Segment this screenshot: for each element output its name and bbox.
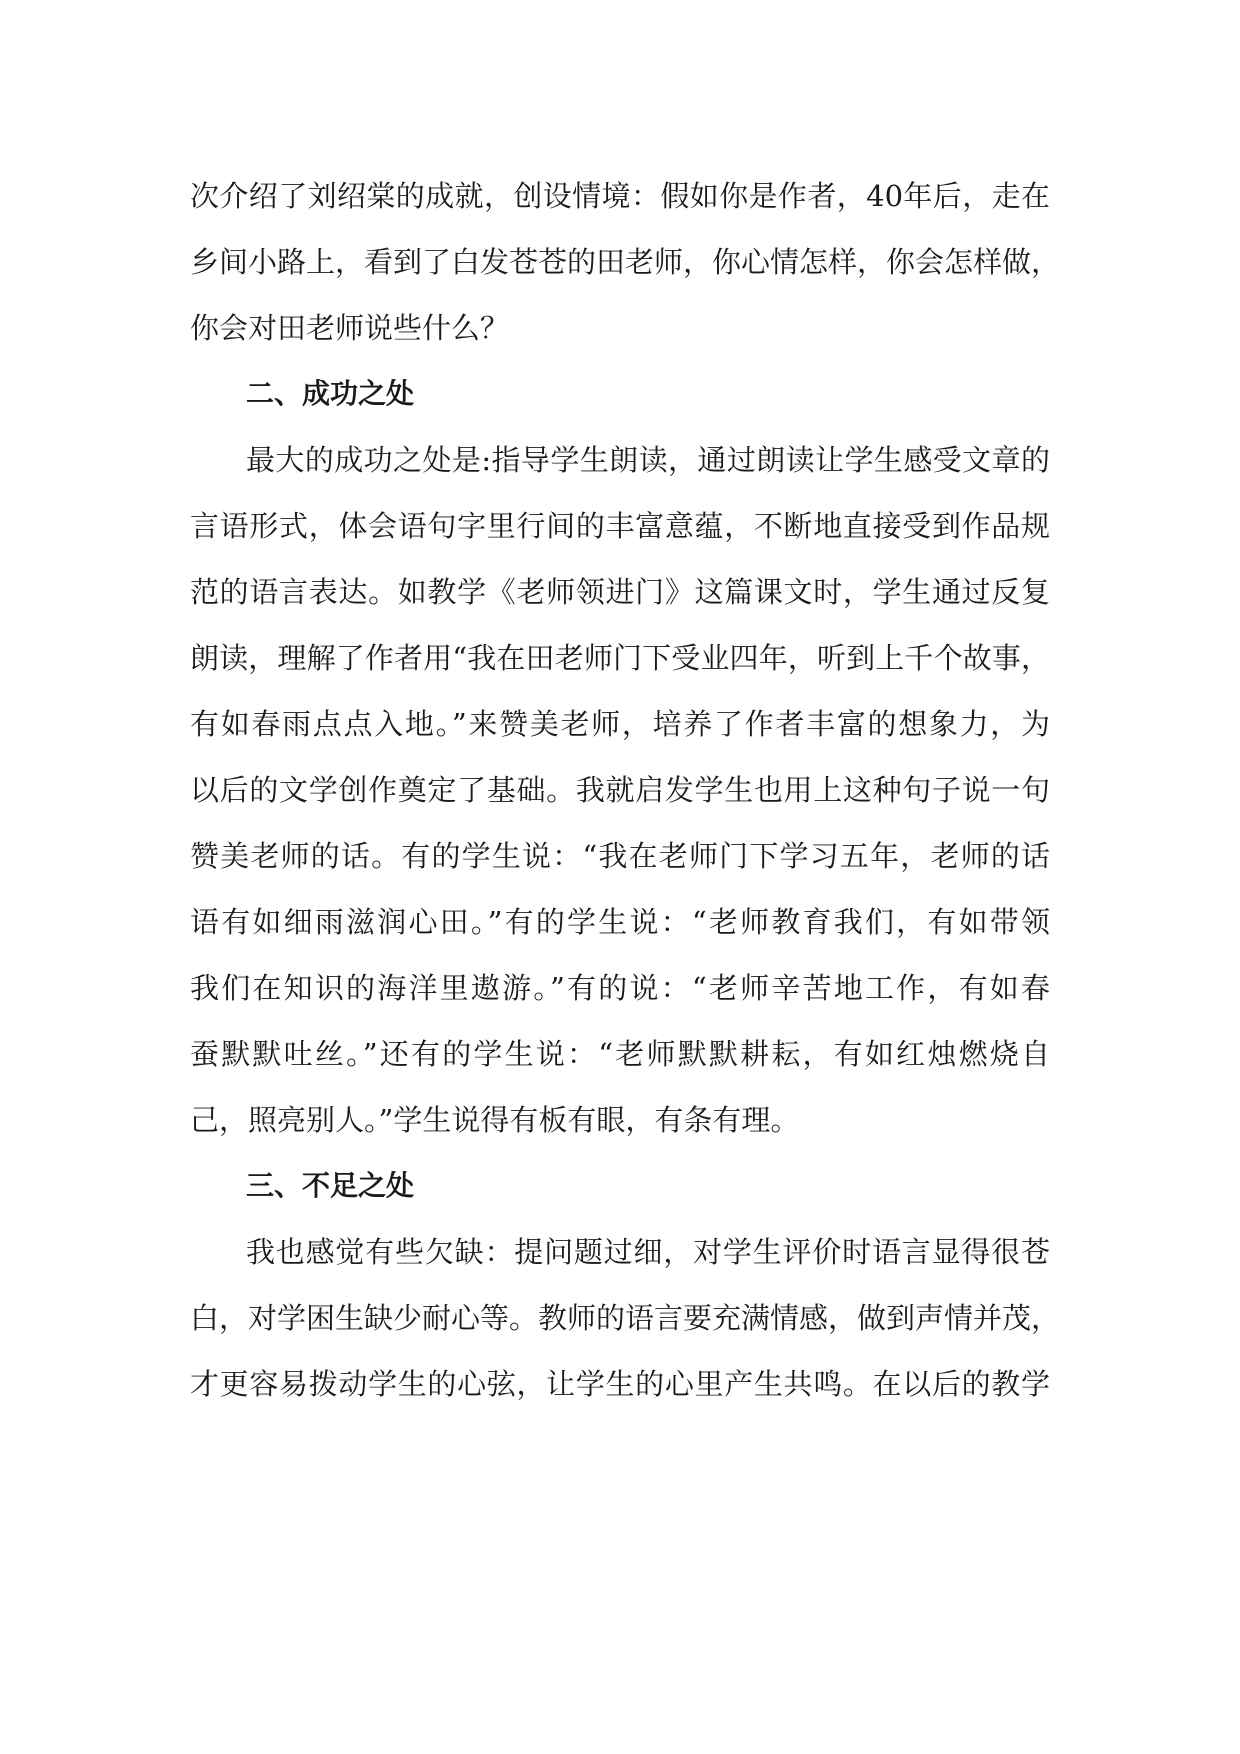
- section-heading-shortcomings: 三、不足之处: [246, 1169, 415, 1202]
- paragraph-line: 己，照亮别人。”学生说得有板有眼，有条有理。: [190, 1103, 800, 1137]
- section-heading-success: 二、成功之处: [246, 377, 415, 410]
- paragraph-line: 言语形式，体会语句字里行间的丰富意蕴，不断地直接受到作品规: [190, 509, 1050, 543]
- paragraph-line: 范的语言表达。如教学《老师领进门》这篇课文时，学生通过反复: [190, 575, 1050, 609]
- paragraph-line: 蚕默默吐丝。”还有的学生说：“老师默默耕耘，有如红烛燃烧自: [190, 1037, 1050, 1071]
- paragraph-line: 以后的文学创作奠定了基础。我就启发学生也用上这种句子说一句: [190, 773, 1050, 807]
- paragraph-line: 我们在知识的海洋里遨游。”有的说：“老师辛苦地工作，有如春: [190, 971, 1050, 1005]
- paragraph-line: 次介绍了刘绍棠的成就，创设情境：假如你是作者，40年后，走在: [190, 179, 1050, 213]
- paragraph-line: 最大的成功之处是:指导学生朗读，通过朗读让学生感受文章的: [246, 443, 1050, 477]
- paragraph-line: 白，对学困生缺少耐心等。教师的语言要充满情感，做到声情并茂，: [190, 1301, 1061, 1335]
- paragraph-line: 你会对田老师说些什么？: [190, 311, 510, 345]
- paragraph-line: 赞美老师的话。有的学生说：“我在老师门下学习五年，老师的话: [190, 839, 1050, 873]
- paragraph-line: 才更容易拨动学生的心弦，让学生的心里产生共鸣。在以后的教学: [190, 1367, 1050, 1401]
- paragraph-line: 语有如细雨滋润心田。”有的学生说：“老师教育我们，有如带领: [190, 905, 1050, 939]
- paragraph-line: 我也感觉有些欠缺：提问题过细，对学生评价时语言显得很苍: [246, 1235, 1050, 1269]
- paragraph-line: 有如春雨点点入地。”来赞美老师，培养了作者丰富的想象力，为: [190, 707, 1050, 741]
- paragraph-line: 朗读，理解了作者用“我在田老师门下受业四年，听到上千个故事，: [190, 641, 1050, 675]
- paragraph-line: 乡间小路上，看到了白发苍苍的田老师，你心情怎样，你会怎样做，: [190, 245, 1061, 279]
